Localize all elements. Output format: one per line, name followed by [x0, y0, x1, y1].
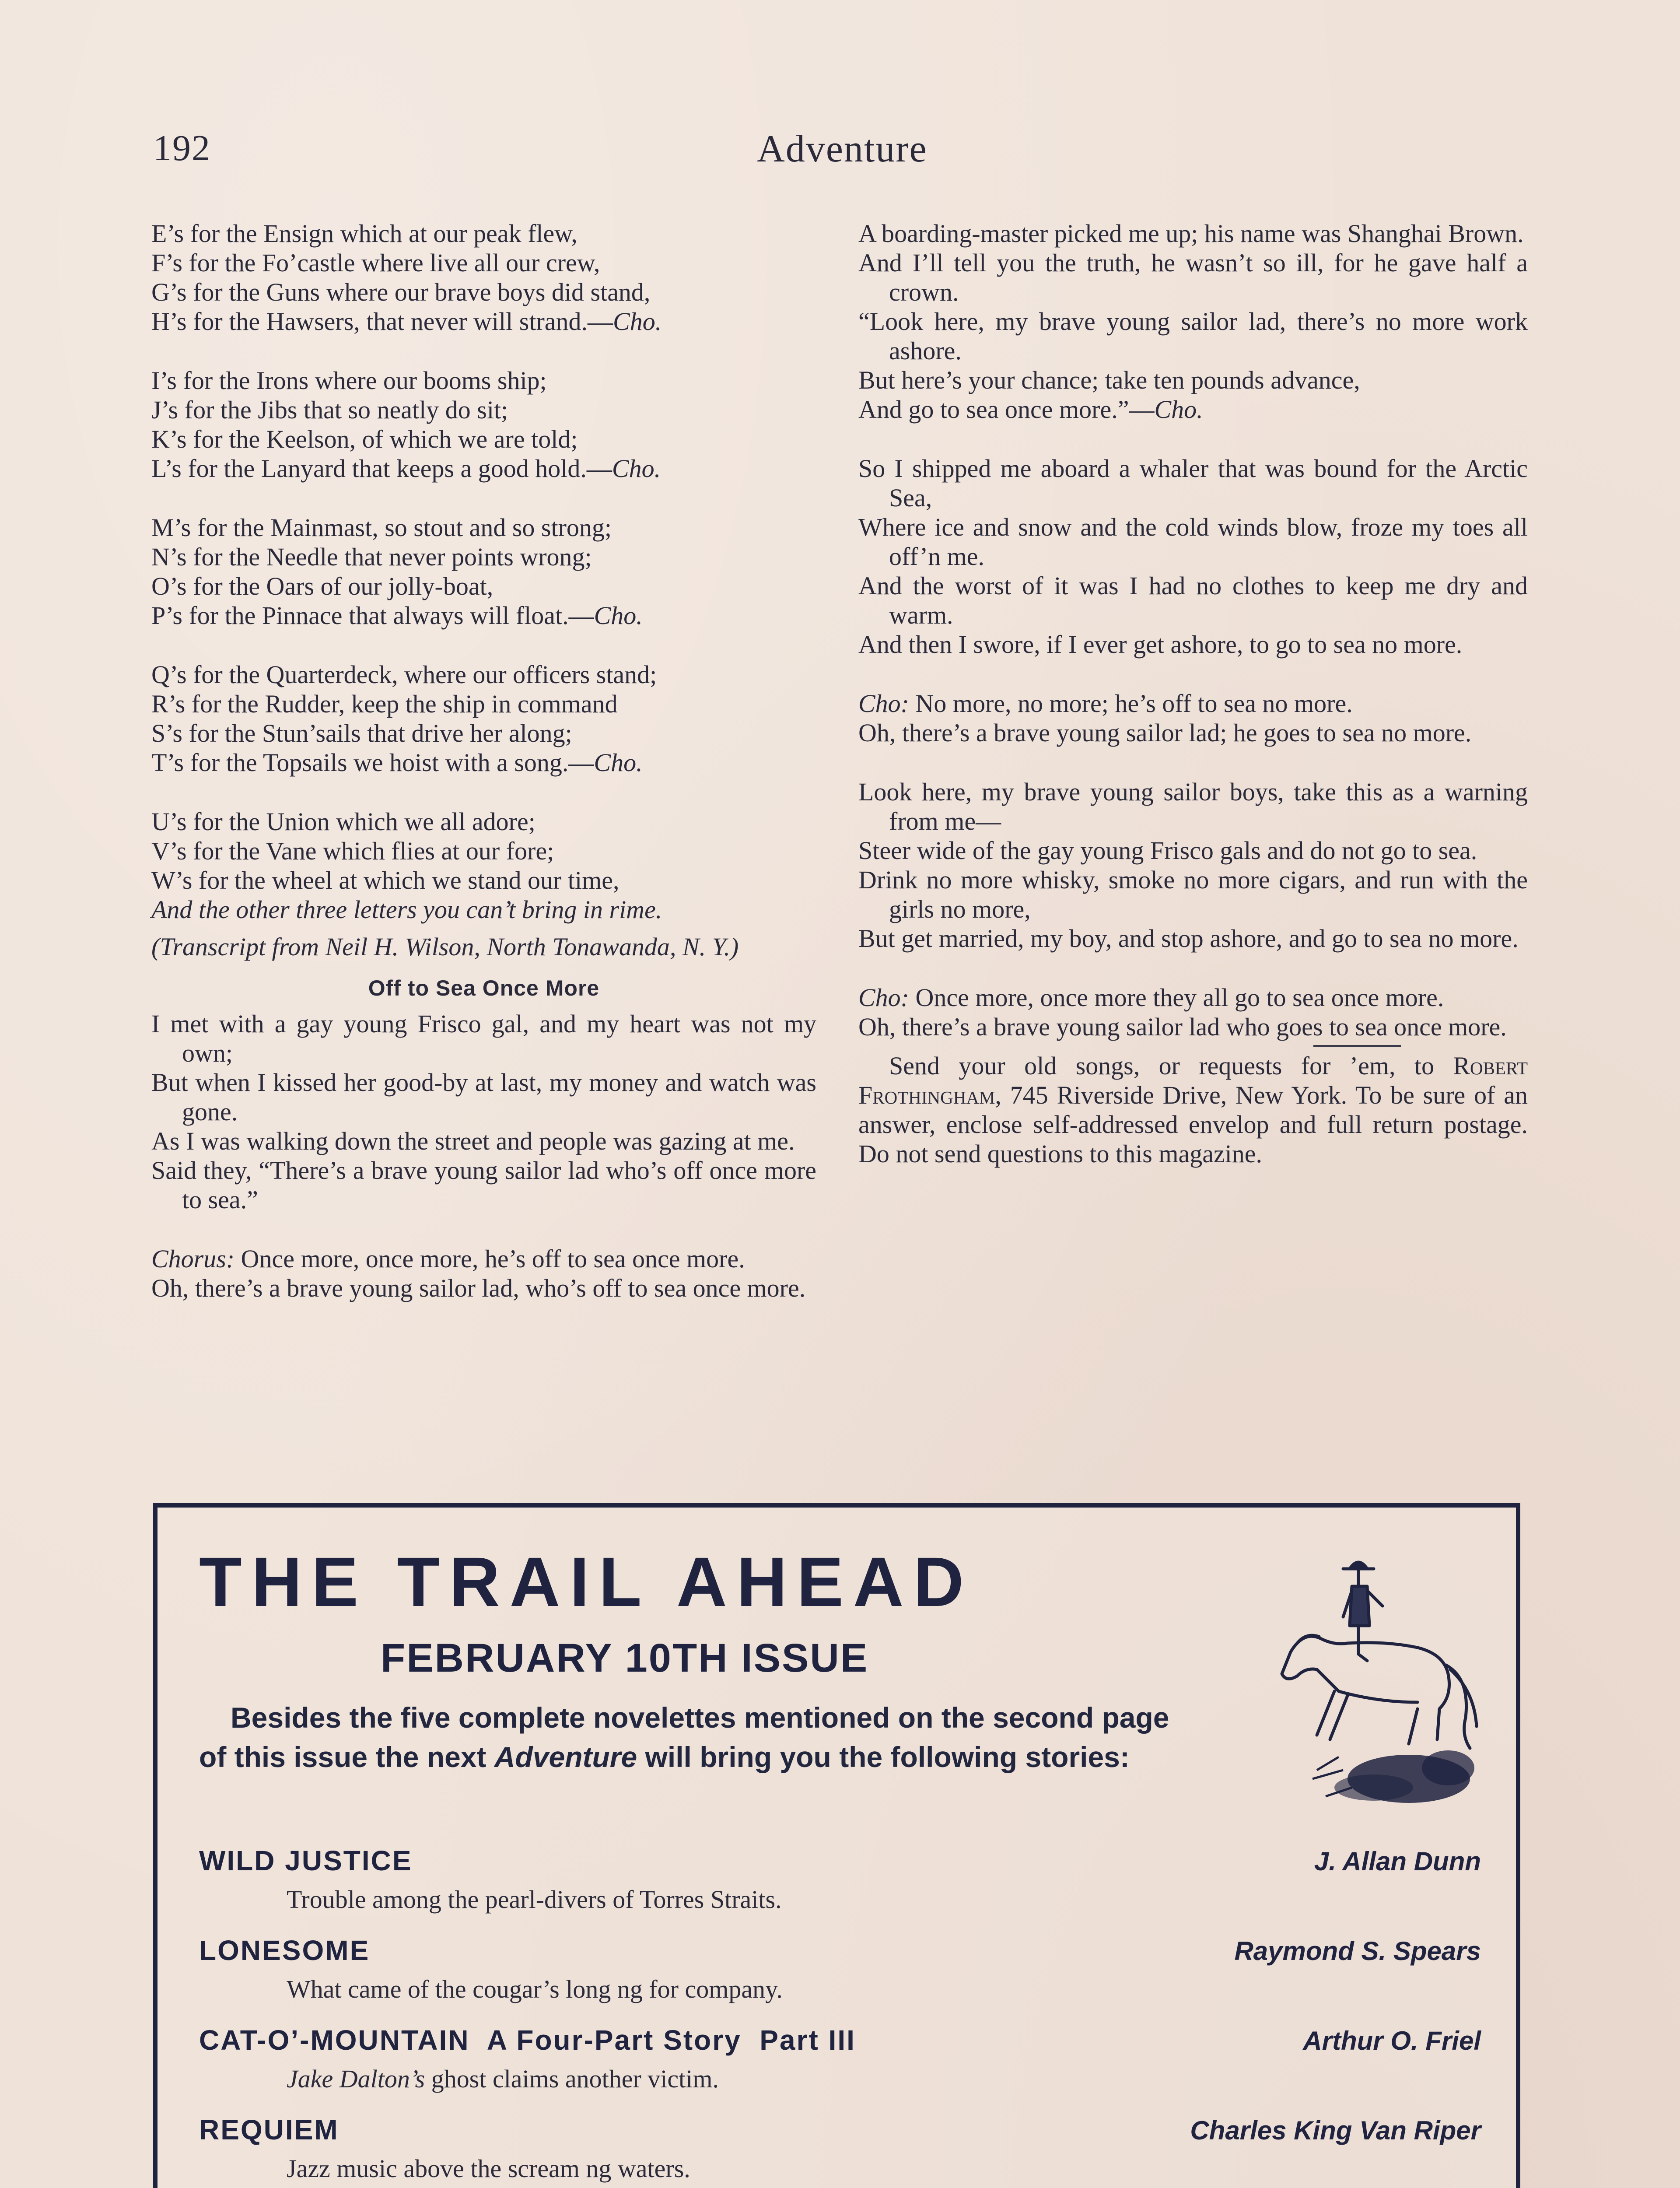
story-description: Trouble among the pearl-divers of Torres Straits.: [287, 1885, 782, 1914]
verse-line: “Look here, my brave young sailor lad, there’s no more work ashore.: [858, 307, 1528, 365]
stanza: [151, 513, 816, 630]
verse-line: K’s for the Keelson, of which we are told;: [151, 425, 578, 453]
verse-line: W’s for the wheel at which we stand our time,: [151, 866, 620, 894]
verse-line: Said they, “There’s a brave young sailor lad who’s off once more to sea.”: [151, 1156, 816, 1214]
transcript-credit: (Transcript from Neil H. Wilson, North Tonawanda, N. Y.): [151, 933, 739, 961]
running-title: Adventure: [757, 128, 928, 170]
song-verse: [151, 1009, 816, 1214]
verse-line: O’s for the Oars of our jolly-boat,: [151, 572, 494, 600]
verse-line: Q’s for the Quarterdeck, where our officers stand;: [151, 660, 657, 689]
chorus-mark: Cho.: [613, 307, 662, 336]
chorus: [151, 1244, 816, 1303]
verse-line: E’s for the Ensign which at our peak flew,: [151, 219, 578, 248]
character-name: Jake Dalton’s: [287, 2065, 425, 2093]
chorus-mark: Cho.: [1154, 395, 1203, 424]
story-title: REQUIEM: [199, 2114, 339, 2146]
chorus-label: Chorus:: [151, 1245, 235, 1273]
chorus-line: Cho: No more, no more; he’s off to sea no more.: [858, 689, 1353, 718]
verse-line: Look here, my brave young sailor boys, take this as a warning from me—: [858, 778, 1528, 835]
verse-line: I’s for the Irons where our booms ship;: [151, 366, 547, 395]
verse-line: But when I kissed her good-by at last, my money and watch was gone.: [151, 1068, 816, 1126]
ad-headline: THE TRAIL AHEAD: [199, 1543, 973, 1621]
story-author: Arthur O. Friel: [1303, 2026, 1481, 2055]
verse-line: Drink no more whisky, smoke no more cigars, and run with the girls no more,: [858, 866, 1528, 923]
ad-intro: Besides the five complete novelettes mentioned on the second page of this issue the next Adventure will bring you the following stories:: [199, 1701, 1169, 1773]
story-author: Raymond S. Spears: [1234, 1936, 1481, 1966]
chorus-line: Chorus: Once more, once more, he’s off to sea once more.: [151, 1245, 745, 1273]
verse-line: M’s for the Mainmast, so stout and so strong;: [151, 513, 612, 542]
verse-line: And the other three letters you can’t bring in rime.: [151, 895, 662, 924]
stanza: [151, 366, 816, 483]
story-description: What came of the cougar’s long ng for company.: [287, 1975, 783, 2003]
cowboy-on-horse-icon: [1264, 1551, 1492, 1814]
chorus: [858, 689, 1528, 747]
verse-line: But here’s your chance; take ten pounds advance,: [858, 366, 1360, 394]
story-description: Jazz music above the scream ng waters.: [287, 2154, 690, 2183]
stanza: [151, 660, 816, 777]
story-author: Charles King Van Riper: [1190, 2116, 1481, 2145]
chorus-label: Cho:: [858, 983, 909, 1012]
story-author: J. Allan Dunn: [1314, 1847, 1481, 1876]
verse-line: A boarding-master picked me up; his name was Shanghai Brown.: [858, 219, 1524, 248]
editor-note: Send your old songs, or requests for ’em, to Robert Frothingham, 745 Riverside Drive, New York. To be sure of an answer, enclose self-addressed envelop and full return postage. Do not send questions to this magazine.: [858, 1052, 1528, 1168]
verse-line: As I was walking down the street and people was gazing at me.: [151, 1127, 795, 1155]
story-item: [199, 1844, 1481, 1934]
ad-subhead: FEBRUARY 10TH ISSUE: [381, 1636, 869, 1680]
verse-line: S’s for the Stun’sails that drive her along;: [151, 719, 572, 747]
verse-line: And I’ll tell you the truth, he wasn’t so ill, for he gave half a crown.: [858, 249, 1528, 306]
verse-line: And the worst of it was I had no clothes to keep me dry and warm.: [858, 572, 1528, 629]
song-verse: [858, 454, 1528, 659]
page-number: 192: [153, 128, 211, 168]
verse-line: P’s for the Pinnace that always will float.—Cho.: [151, 601, 643, 630]
song-title: Off to Sea Once More: [368, 976, 600, 1000]
stanza: [151, 807, 816, 924]
verse-line: U’s for the Union which we all adore;: [151, 807, 536, 836]
magazine-name: Adventure: [494, 1741, 637, 1773]
chorus-line: Oh, there’s a brave young sailor lad who goes to sea once more.: [858, 1013, 1507, 1041]
chorus-line: Oh, there’s a brave young sailor lad, who’s off to sea once more.: [151, 1274, 806, 1302]
verse-line: But get married, my boy, and stop ashore, and go to sea no more.: [858, 924, 1519, 953]
editor-name: Robert Frothingham: [858, 1052, 1528, 1109]
story-description: Jake Dalton’s ghost claims another victim.: [287, 2065, 719, 2093]
verse-line: H’s for the Hawsers, that never will strand.—Cho.: [151, 307, 662, 336]
chorus: [858, 983, 1528, 1041]
story-item: [199, 2114, 1481, 2188]
song-verse: [858, 219, 1528, 424]
verse-line: So I shipped me aboard a whaler that was bound for the Arctic Sea,: [858, 454, 1528, 512]
verse-line: T’s for the Topsails we hoist with a song.—Cho.: [151, 748, 643, 777]
story-item: [199, 2024, 1481, 2114]
verse-line: And go to sea once more.”—Cho.: [858, 395, 1203, 424]
verse-line: I met with a gay young Frisco gal, and my heart was not my own;: [151, 1010, 816, 1067]
page-header: [153, 127, 1531, 184]
chorus-mark: Cho.: [594, 601, 643, 630]
verse-line: Where ice and snow and the cold winds blow, froze my toes all off’n me.: [858, 513, 1528, 571]
chorus-line: Oh, there’s a brave young sailor lad; he goes to sea no more.: [858, 719, 1472, 747]
story-item: [199, 1934, 1481, 2024]
song-verse: [858, 777, 1528, 953]
story-list: [199, 1844, 1481, 2188]
chorus-line: Cho: Once more, once more they all go to sea once more.: [858, 983, 1444, 1012]
story-title: LONESOME: [199, 1935, 370, 1966]
right-column: [858, 219, 1528, 1168]
verse-line: G’s for the Guns where our brave boys did stand,: [151, 278, 651, 306]
chorus-mark: Cho.: [612, 454, 661, 483]
verse-line: R’s for the Rudder, keep the ship in command: [151, 690, 618, 718]
section-divider: [1313, 1045, 1401, 1047]
chorus-mark: Cho.: [594, 748, 643, 777]
verse-line: N’s for the Needle that never points wrong;: [151, 543, 592, 571]
verse-line: V’s for the Vane which flies at our fore;: [151, 837, 554, 865]
verse-line: F’s for the Fo’castle where live all our crew,: [151, 249, 600, 277]
verse-line: J’s for the Jibs that so neatly do sit;: [151, 396, 508, 424]
left-column: [151, 219, 816, 1332]
chorus-label: Cho:: [858, 689, 909, 718]
verse-line: And then I swore, if I ever get ashore, to go to sea no more.: [858, 630, 1463, 659]
trail-ahead-ad: [153, 1503, 1520, 2188]
verse-line: Steer wide of the gay young Frisco gals and do not go to sea.: [858, 836, 1477, 865]
stanza: [151, 219, 816, 336]
story-title: CAT-O’-MOUNTAIN A Four-Part Story Part III: [199, 2024, 856, 2056]
verse-line: L’s for the Lanyard that keeps a good hold.—Cho.: [151, 454, 661, 483]
story-title: WILD JUSTICE: [199, 1845, 413, 1876]
